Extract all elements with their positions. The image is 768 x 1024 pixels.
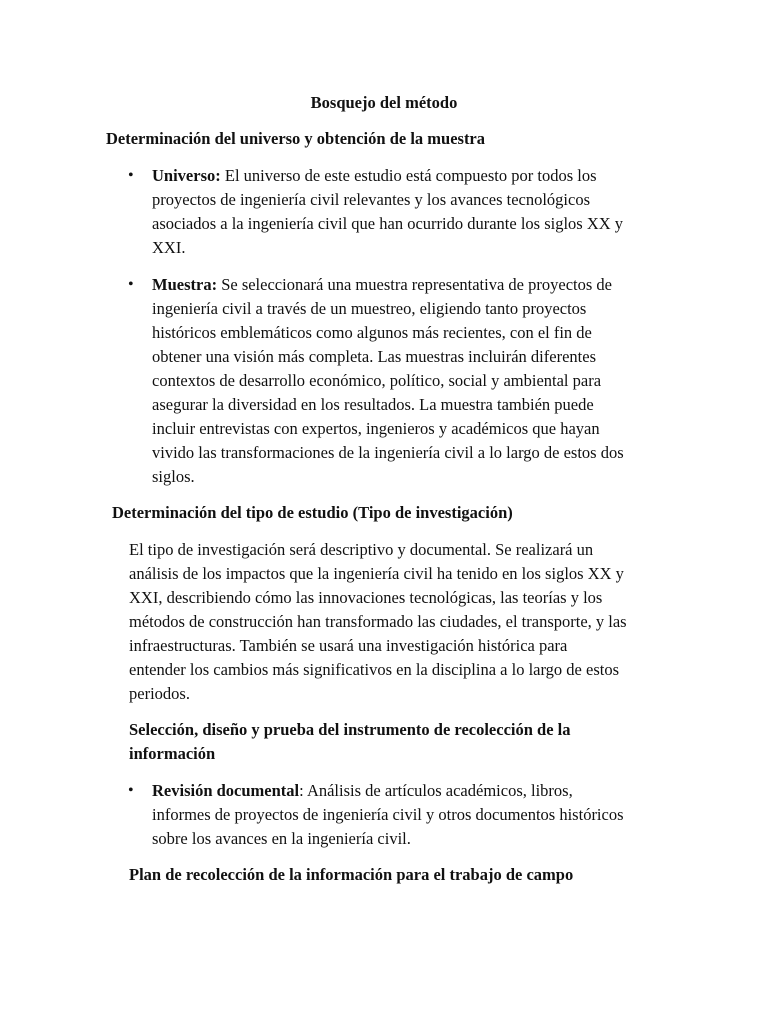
bullet-glyph: •	[128, 782, 134, 799]
paragraph-line: XXI, describiendo cómo las innovaciones tecnológicas, las teorías y los	[129, 588, 603, 607]
bullet-line: obtener una visión más completa. Las muestras incluirán diferentes	[152, 347, 596, 366]
paragraph-line: análisis de los impactos que la ingeniería civil ha tenido en los siglos XX y	[129, 564, 624, 583]
bullet-term: Revisión documental	[152, 781, 300, 800]
bullet-line: incluir entrevistas con expertos, ingenieros y académicos que hayan	[152, 419, 600, 438]
study-type-paragraph	[129, 538, 689, 706]
heading-line: Selección, diseño y prueba del instrumento de recolección de la	[129, 720, 571, 739]
bullet-line: ingeniería civil a través de un muestreo, eligiendo tanto proyectos	[152, 299, 587, 318]
bullet-line: contextos de desarrollo económico, político, social y ambiental para	[152, 371, 602, 390]
bullet-line: informes de proyectos de ingeniería civil y otros documentos históricos	[152, 805, 624, 824]
section-heading-universe-sample: Determinación del universo y obtención de la muestra	[106, 129, 486, 148]
bullet-line: Revisión documental: Análisis de artículos académicos, libros,	[152, 781, 573, 800]
bullet-line: proyectos de ingeniería civil relevantes y los avances tecnológicos	[152, 190, 591, 209]
paragraph-line: periodos.	[129, 684, 190, 703]
bullet-line: sobre los avances en la ingeniería civil.	[152, 829, 411, 848]
bullet-line: XXI.	[152, 238, 186, 257]
section-heading-instrument	[129, 718, 689, 766]
bullet-line: asegurar la diversidad en los resultados. La muestra también puede	[152, 395, 594, 414]
bullet-term: Muestra:	[152, 275, 218, 294]
heading-line: información	[129, 744, 216, 763]
document-title: Bosquejo del método	[310, 93, 458, 112]
paragraph-line: infraestructuras. También se usará una investigación histórica para	[129, 636, 568, 655]
bullet-item-muestra	[128, 273, 672, 489]
bullet-term: Universo:	[152, 166, 221, 185]
paragraph-line: métodos de construcción han transformado las ciudades, el transporte, y las	[129, 612, 627, 631]
bullet-glyph: •	[128, 167, 134, 184]
paragraph-line: El tipo de investigación será descriptivo y documental. Se realizará un	[129, 540, 594, 559]
bullet-glyph: •	[128, 276, 134, 293]
bullet-line: asociados a la ingeniería civil que han ocurrido durante los siglos XX y	[152, 214, 624, 233]
section-heading-field-plan: Plan de recolección de la información para el trabajo de campo	[129, 865, 574, 884]
bullet-line: Muestra: Se seleccionará una muestra representativa de proyectos de	[152, 275, 612, 294]
paragraph-line: entender los cambios más significativos en la disciplina a lo largo de estos	[129, 660, 619, 679]
section-heading-study-type: Determinación del tipo de estudio (Tipo de investigación)	[112, 503, 513, 522]
bullet-line: Universo: El universo de este estudio está compuesto por todos los	[152, 166, 597, 185]
bullet-item-revision-documental	[128, 779, 672, 851]
bullet-item-universo	[128, 164, 672, 260]
bullet-line: históricos emblemáticos como algunos más recientes, con el fin de	[152, 323, 592, 342]
bullet-line: siglos.	[152, 467, 195, 486]
bullet-line: vivido las transformaciones de la ingeniería civil a lo largo de estos dos	[152, 443, 624, 462]
